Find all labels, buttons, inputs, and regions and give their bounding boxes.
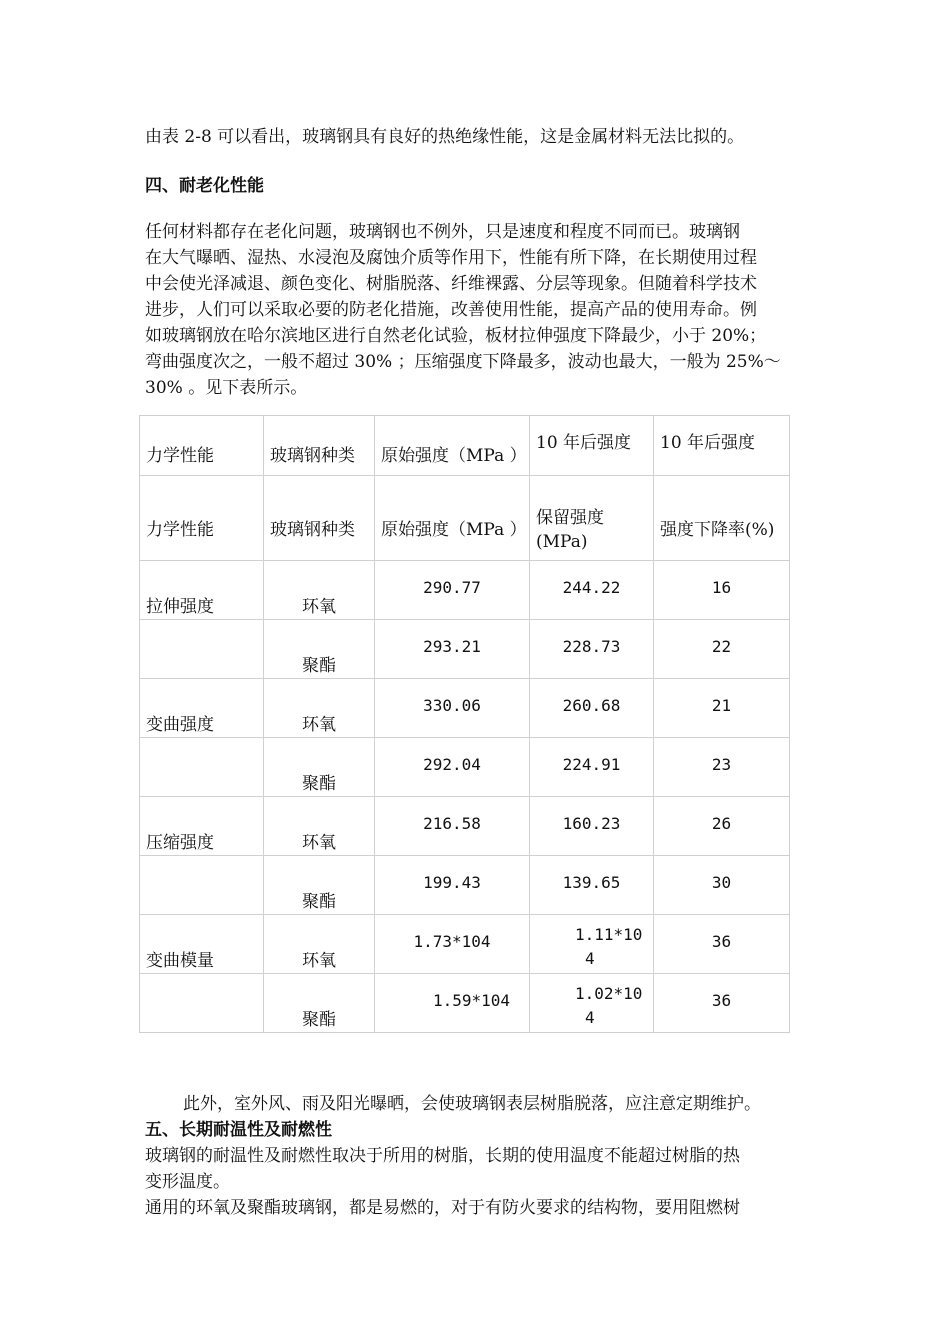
property-cell — [140, 738, 264, 797]
paragraph-line: 任何材料都存在老化问题，玻璃钢也不例外，只是速度和程度不同而已。玻璃钢 — [145, 222, 740, 242]
table-header-cell: 保留强度(MPa) — [530, 476, 654, 561]
retained-line: 4 — [585, 949, 595, 968]
table-row — [140, 974, 790, 1033]
heat-fire-text-line: 通用的环氧及聚酯玻璃钢，都是易燃的，对于有防火要求的结构物，要用阻燃树 — [145, 1198, 740, 1218]
original-cell: 1.59*104 — [375, 974, 530, 1033]
property-cell: 拉伸强度 — [140, 561, 264, 620]
table-row — [140, 797, 790, 856]
table-header-row — [140, 476, 790, 561]
original-cell: 199.43 — [375, 856, 530, 915]
retained-line: 1.02*10 — [575, 984, 643, 1003]
table-row — [140, 561, 790, 620]
intro-text: 由表 2-8 可以看出，玻璃钢具有良好的热绝缘性能，这是金属材料无法比拟的。 — [145, 127, 745, 147]
section-heading-heat-fire: 五、长期耐温性及耐燃性 — [145, 1120, 332, 1140]
table-row — [140, 915, 790, 974]
property-cell: 变曲强度 — [140, 679, 264, 738]
table-header-cell: 原始强度（MPa ） — [375, 476, 530, 561]
table-header-cell: 力学性能 — [140, 476, 264, 561]
property-cell: 变曲模量 — [140, 915, 264, 974]
decline-cell: 26 — [654, 797, 790, 856]
aging-strength-table — [139, 415, 790, 1033]
retained-cell: 244.22 — [530, 561, 654, 620]
decline-cell: 36 — [654, 915, 790, 974]
retained-line: 1.11*10 — [575, 925, 643, 944]
original-cell: 216.58 — [375, 797, 530, 856]
paragraph-line: 进步，人们可以采取必要的防老化措施，改善使用性能，提高产品的使用寿命。例 — [145, 300, 757, 320]
table-header-cell: 玻璃钢种类 — [264, 476, 375, 561]
property-cell — [140, 974, 264, 1033]
heat-fire-text-line: 变形温度。 — [145, 1172, 230, 1192]
type-cell: 环氧 — [264, 915, 375, 974]
type-cell: 聚酯 — [264, 856, 375, 915]
decline-cell: 22 — [654, 620, 790, 679]
table-header-cell: 原始强度（MPa ） — [375, 416, 530, 476]
type-cell: 环氧 — [264, 561, 375, 620]
retained-cell: 139.65 — [530, 856, 654, 915]
table-header-cell: 力学性能 — [140, 416, 264, 476]
type-cell: 环氧 — [264, 797, 375, 856]
table-header-cell: 10 年后强度 — [654, 416, 790, 476]
decline-cell: 23 — [654, 738, 790, 797]
retained-cell: 260.68 — [530, 679, 654, 738]
original-cell: 330.06 — [375, 679, 530, 738]
paragraph-line: 在大气曝晒、湿热、水浸泡及腐蚀介质等作用下，性能有所下降，在长期使用过程 — [145, 248, 757, 268]
decline-cell: 16 — [654, 561, 790, 620]
aging-paragraph — [145, 219, 809, 401]
table-header-cell: 10 年后强度 — [530, 416, 654, 476]
table-row — [140, 856, 790, 915]
original-cell: 292.04 — [375, 738, 530, 797]
section-heading-aging: 四、耐老化性能 — [145, 176, 264, 196]
decline-cell: 21 — [654, 679, 790, 738]
decline-cell: 30 — [654, 856, 790, 915]
maintenance-note: 此外，室外风、雨及阳光曝晒，会使玻璃钢表层树脂脱落，应注意定期维护。 — [183, 1094, 761, 1114]
type-cell: 聚酯 — [264, 738, 375, 797]
original-cell: 290.77 — [375, 561, 530, 620]
table-header-cell: 强度下降率(%) — [654, 476, 790, 561]
type-cell: 聚酯 — [264, 974, 375, 1033]
paragraph-line: 30% 。见下表所示。 — [145, 378, 308, 398]
retained-cell — [530, 974, 654, 1033]
paragraph-line: 弯曲强度次之，一般不超过 30% ；压缩强度下降最多，波动也最大，一般为 25%～ — [145, 352, 781, 372]
table-header-cell: 玻璃钢种类 — [264, 416, 375, 476]
table-row — [140, 679, 790, 738]
retained-cell: 224.91 — [530, 738, 654, 797]
table-header-row — [140, 416, 790, 476]
property-cell — [140, 620, 264, 679]
type-cell: 环氧 — [264, 679, 375, 738]
paragraph-line: 如玻璃钢放在哈尔滨地区进行自然老化试验，板材拉伸强度下降最少，小于 20%； — [145, 326, 767, 346]
original-cell: 293.21 — [375, 620, 530, 679]
decline-cell: 36 — [654, 974, 790, 1033]
original-cell: 1.73*104 — [375, 915, 530, 974]
paragraph-line: 中会使光泽减退、颜色变化、树脂脱落、纤维裸露、分层等现象。但随着科学技术 — [145, 274, 757, 294]
retained-cell: 228.73 — [530, 620, 654, 679]
retained-cell: 160.23 — [530, 797, 654, 856]
table-row — [140, 620, 790, 679]
retained-line: 4 — [585, 1008, 595, 1027]
property-cell: 压缩强度 — [140, 797, 264, 856]
table-row — [140, 738, 790, 797]
heat-fire-text-line: 玻璃钢的耐温性及耐燃性取决于所用的树脂，长期的使用温度不能超过树脂的热 — [145, 1146, 740, 1166]
property-cell — [140, 856, 264, 915]
retained-cell — [530, 915, 654, 974]
type-cell: 聚酯 — [264, 620, 375, 679]
